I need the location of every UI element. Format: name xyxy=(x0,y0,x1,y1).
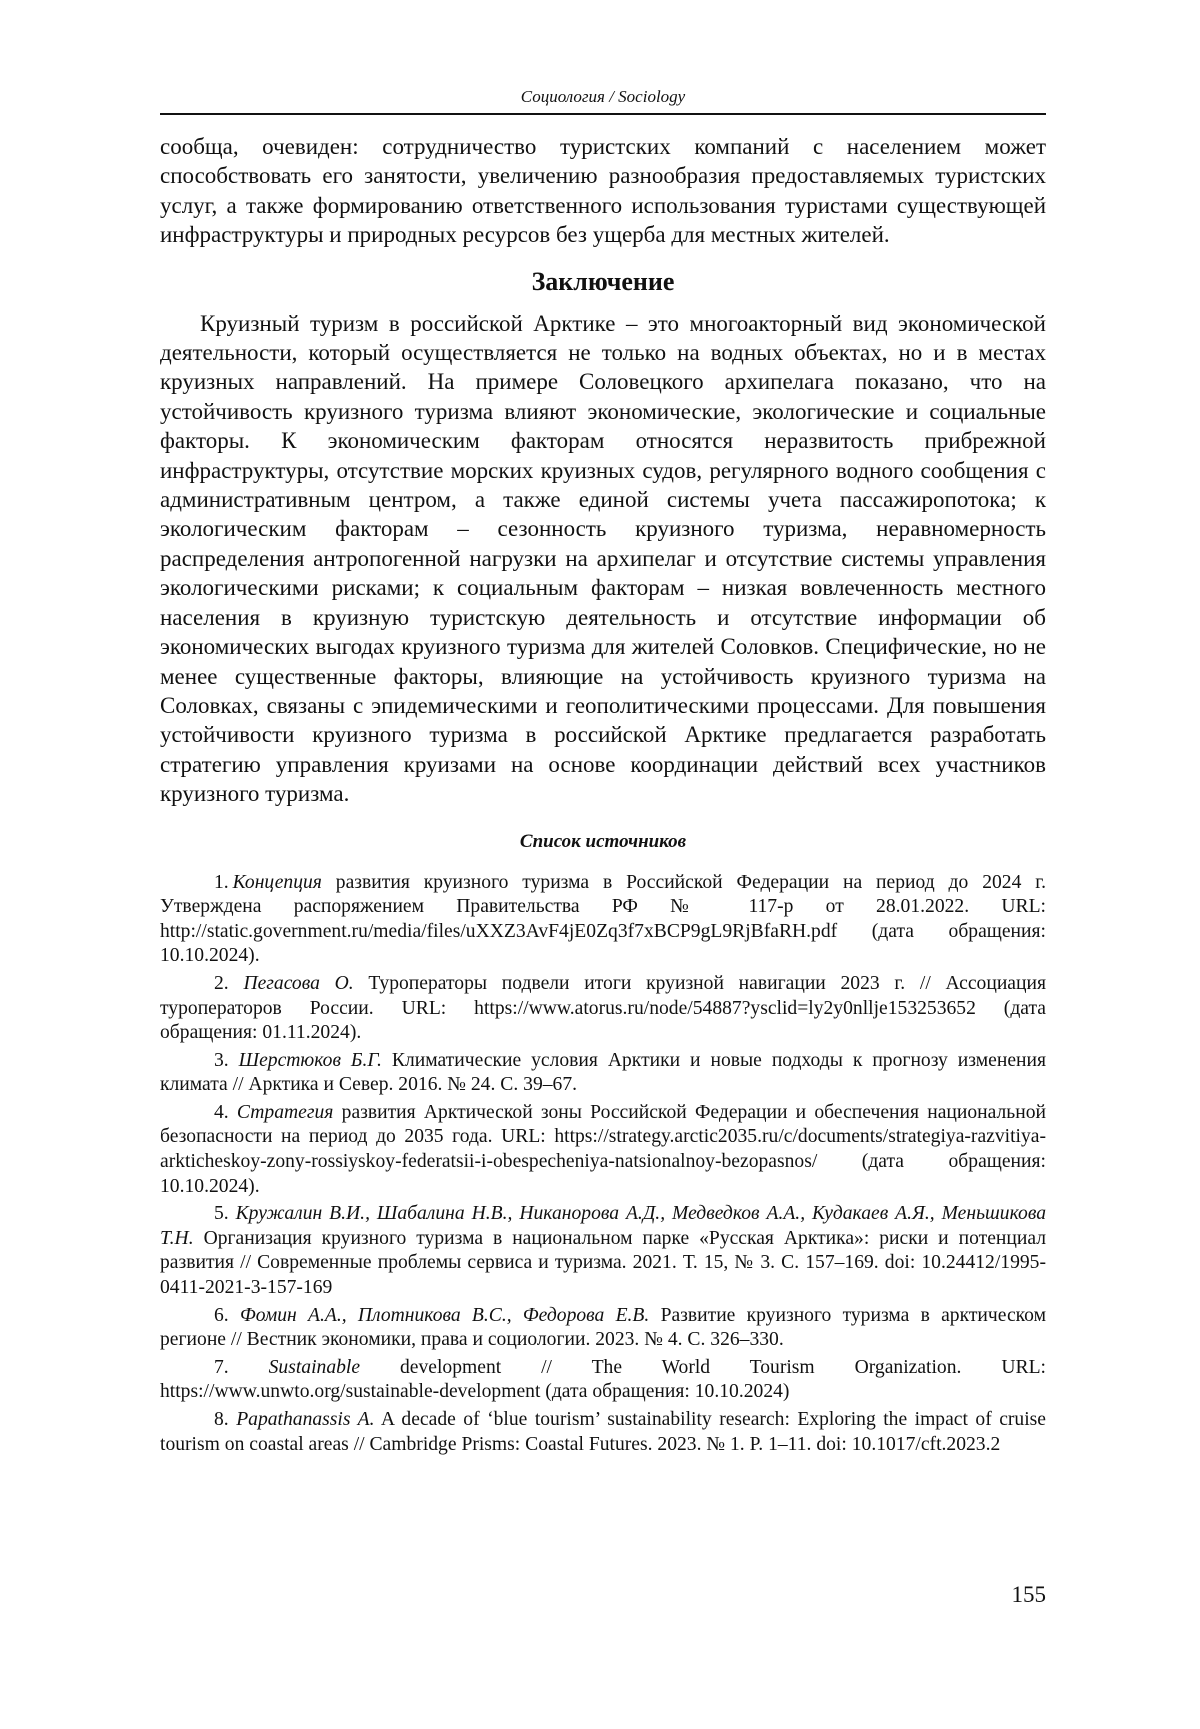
references-list xyxy=(160,871,1046,1458)
reference-text: Туроператоры подвели итоги круизной навигации 2023 г. // Ассоциация туроператоров России. URL: https://www.atorus.ru/node/54887?ysclid=ly2y0nllje153253652 (дата обращения: 01.11.2024). xyxy=(160,972,1046,1044)
reference-number: 3. xyxy=(214,1049,229,1071)
reference-number: 1. xyxy=(214,871,229,893)
reference-item-6 xyxy=(160,1304,1046,1353)
reference-number: 8. xyxy=(214,1409,229,1430)
reference-item-7 xyxy=(160,1356,1046,1405)
reference-number: 5. xyxy=(214,1203,229,1225)
reference-authors: Papathanassis A. xyxy=(236,1409,375,1430)
reference-text: Организация круизного туризма в национальном парке «Русская Арктика»: риски и потенциал развития // Современные проблемы сервиса и туризма. 2021. Т. 15, № 3. С. 157–169. doi: 10.24412/1995-0411-2021-3-157-169 xyxy=(160,1227,1046,1299)
page-number: 155 xyxy=(1011,1582,1046,1607)
reference-text: A decade of ‘blue tourism’ sustainability research: Exploring the impact of cruise tourism on coastal areas // Cambridge Prisms: Coastal Futures. 2023. № 1. P. 1–11. doi: 10.1017/cft.2023.2 xyxy=(160,1409,1046,1455)
reference-text: Климатические условия Арктики и новые подходы к прогнозу изменения климата // Арктика и Север. 2016. № 24. С. 39–67. xyxy=(160,1049,1046,1096)
reference-authors: Шерстюков Б.Г. xyxy=(238,1049,382,1071)
reference-number: 7. xyxy=(214,1356,229,1378)
conclusion-paragraph: Круизный туризм в российской Арктике – это многоакторный вид экономической деятельности, который осуществляется не только на водных объектах, но и в местах круизных направлений. На примере Соловецкого архипелага показано, что на устойчивость круизного туризма влияют экономические, экологические и социальные факторы. К экономическим факторам относятся неразвитость прибрежной инфраструктуры, отсутствие морских круизных судов, регулярного водного сообщения с административным центром, а также единой системы учета пассажиропотока; к экологическим факторам – сезонность круизного туризма, неравномерность распределения антропогенной нагрузки на архипелаг и отсутствие системы управления экологическими рисками; к социальным факторам – низкая вовлеченность местного населения в круизную туристскую деятельность и отсутствие информации об экономических выгодах круизного туризма для жителей Соловков. Специфические, но не менее существенные факторы, влияющие на устойчивость круизного туризма на Соловках, связаны с эпидемическими и геополитическими процессами. Для повышения устойчивости круизного туризма в российской Арктике предлагается разработать стратегию управления круизами на основе координации действий всех участников круизного туризма. xyxy=(160,310,1046,807)
reference-text: development // The World Tourism Organization. URL: https://www.unwto.org/sustainable-development (дата обращения: 10.10.2024) xyxy=(160,1356,1046,1403)
reference-text: Развитие круизного туризма в арктическом регионе // Вестник экономики, права и социологии. 2023. № 4. С. 326–330. xyxy=(160,1304,1046,1351)
reference-authors: Кружалин В.И., Шабалина Н.В., Никанорова А.Д., Медведков А.А., Кудакаев А.Я., Меньшикова Т.Н. xyxy=(160,1203,1046,1249)
reference-item-4 xyxy=(160,1101,1046,1199)
reference-item-3 xyxy=(160,1049,1046,1098)
reference-authors: Пегасова О. xyxy=(243,972,354,994)
reference-item-8 xyxy=(160,1408,1046,1457)
references-heading: Список источников xyxy=(519,830,687,852)
reference-authors: Концепция xyxy=(232,871,322,893)
article-body xyxy=(160,132,1046,1460)
reference-item-2 xyxy=(160,972,1046,1046)
running-head: Социология / Sociology xyxy=(520,87,686,106)
reference-authors: Стратегия xyxy=(236,1101,334,1123)
reference-authors: Фомин А.А., Плотникова В.С., Федорова Е.В. xyxy=(239,1304,650,1326)
reference-text: развития круизного туризма в Российской Федерации на период до 2024 г. Утверждена распоряжением Правительства РФ № 117-р от 28.01.2022. URL: http://static.government.ru/media/files/uXXZ3AvF4jE0Zq3f7xBCP9gL9RjBfaRH.pdf (дата обращения: 10.10.2024). xyxy=(160,871,1046,967)
reference-number: 6. xyxy=(214,1304,229,1326)
header-rule xyxy=(160,113,1046,115)
conclusion-heading: Заключение xyxy=(531,266,675,296)
reference-authors: Sustainable xyxy=(268,1356,361,1378)
continuation-paragraph: сообща, очевиден: сотрудничество туристских компаний с населением может способствовать его занятости, увеличению разнообразия предоставляемых туристских услуг, а также формированию ответственного использования туристами существующей инфраструктуры и природных ресурсов без ущерба для местных жителей. xyxy=(160,134,1046,248)
reference-number: 4. xyxy=(214,1101,229,1123)
reference-item-1 xyxy=(160,871,1046,969)
journal-page xyxy=(160,0,1046,1729)
reference-item-5 xyxy=(160,1202,1046,1300)
reference-number: 2. xyxy=(214,972,229,994)
reference-text: развития Арктической зоны Российской Федерации и обеспечения национальной безопасности на период до 2035 года. URL: https://strategy.arctic2035.ru/c/documents/strategiya-razvitiya-arkticheskoy-zony-rossiyskoy-federatsii-i-obespecheniya-natsionalnoy-bezopasnos/ (дата обращения: 10.10.2024). xyxy=(160,1101,1046,1197)
